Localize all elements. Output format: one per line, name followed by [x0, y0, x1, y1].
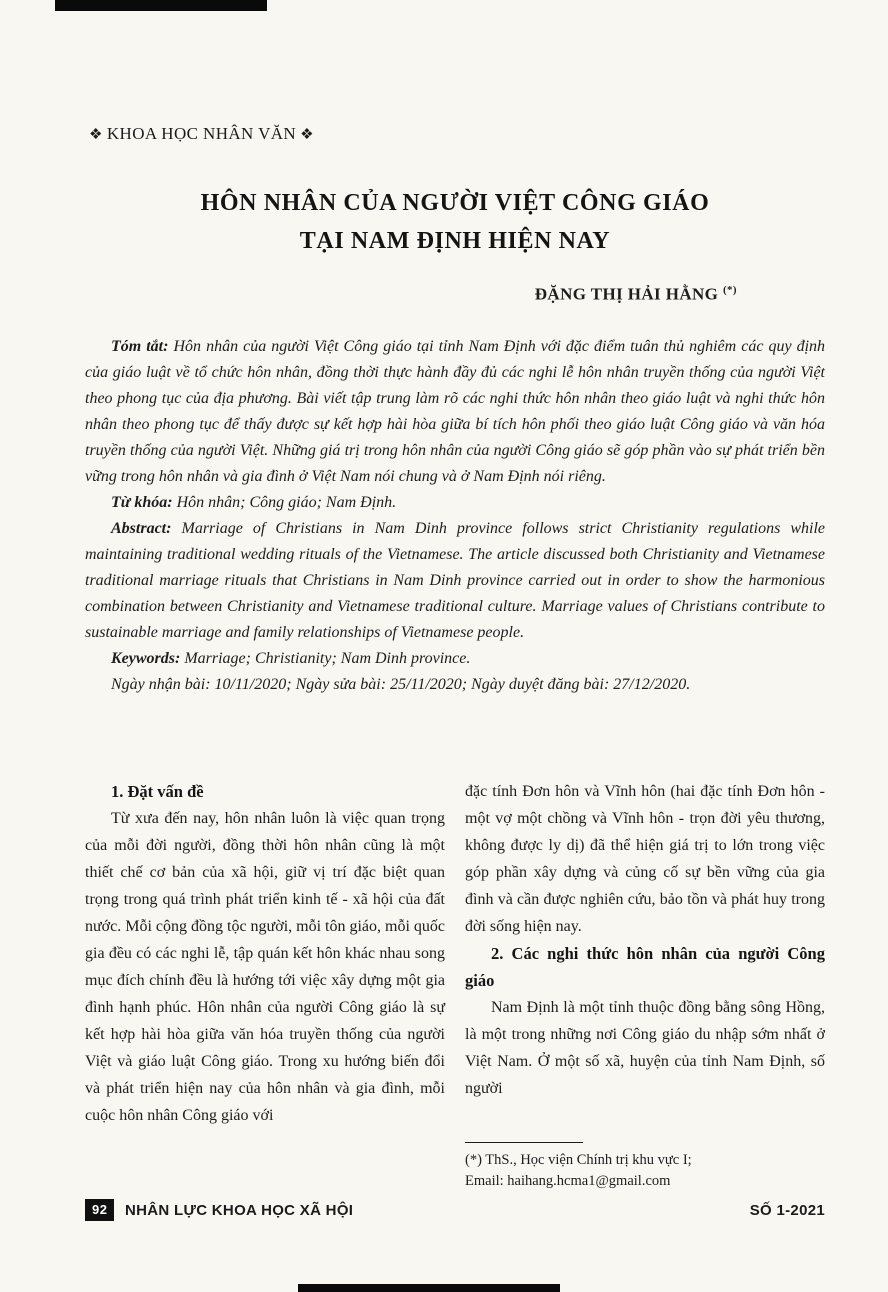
journal-section-header	[85, 124, 318, 144]
abstract-vi-label: Tóm tắt:	[111, 338, 169, 355]
journal-name: NHÂN LỰC KHOA HỌC XÃ HỘI	[125, 1202, 354, 1219]
scan-artifact-bottom	[298, 1284, 560, 1292]
abstract-en	[85, 516, 825, 646]
journal-section-label: KHOA HỌC NHÂN VĂN	[106, 124, 297, 143]
footnote-email: Email: haihang.hcma1@gmail.com	[465, 1173, 671, 1189]
page-footer	[85, 1199, 825, 1225]
article-title-line1: HÔN NHÂN CỦA NGƯỜI VIỆT CÔNG GIÁO	[200, 190, 710, 216]
section-1-heading: 1. Đặt vấn đề	[111, 782, 204, 801]
section-1-paragraph: Từ xưa đến nay, hôn nhân luôn là việc quan trọng của mỗi đời người, đồng thời hôn nhân cũng là một thiết chế cơ bản của xã hội, giữ vị trí đặc biệt quan trọng trong quá trình phát triển kinh tế - xã hội của đất nước. Mỗi cộng đồng tộc người, mỗi tôn giáo, mỗi quốc gia đều có các nghi lễ, tập quán kết hôn khác nhau song mục đích chính đều là hướng tới việc xây dựng một gia đình hạnh phúc. Hôn nhân của người Công giáo là sự kết hợp hài hòa giữa văn hóa truyền thống của người Việt và giáo luật Công giáo. Trong xu hướng biến đổi và phát triển hiện nay của hôn nhân và gia đình, mỗi cuộc hôn nhân Công giáo với	[85, 810, 446, 1124]
footnote-divider	[465, 1142, 583, 1143]
column-right	[465, 778, 825, 1194]
keywords-vi-label: Từ khóa:	[111, 494, 173, 511]
article-title	[85, 184, 825, 260]
section-1-continuation: đặc tính Đơn hôn và Vĩnh hôn (hai đặc tính Đơn hôn - một vợ một chồng và Vĩnh hôn - trọn đời yêu thương, không được ly dị) đã thể hiện giá trị to lớn trong việc góp phần xây dựng và củng cố sự bền vững của gia đình và cần được nghiên cứu, bảo tồn và phát huy trong đời sống hiện nay.	[465, 783, 825, 935]
footnote	[465, 1142, 692, 1192]
keywords-en-label: Keywords:	[111, 650, 181, 667]
author-footnote-mark: (*)	[722, 284, 737, 296]
diamond-ornament-icon: ❖	[89, 127, 103, 143]
abstract-vi	[85, 334, 825, 490]
article-title-line2: TẠI NAM ĐỊNH HIỆN NAY	[299, 228, 611, 254]
footnote-affiliation: (*) ThS., Học viện Chính trị khu vực I;	[465, 1152, 692, 1168]
section-2-heading: 2. Các nghi thức hôn nhân của người Công giáo	[465, 944, 825, 990]
issue-number: SỐ 1-2021	[749, 1202, 825, 1219]
column-left	[85, 778, 445, 1129]
scan-artifact-top	[55, 0, 267, 11]
abstract-block	[85, 334, 825, 698]
author-byline	[85, 284, 825, 305]
abstract-en-label: Abstract:	[111, 520, 172, 537]
abstract-vi-text: Hôn nhân của người Việt Công giáo tại tỉnh Nam Định với đặc điểm tuân thủ nghiêm các quy định của giáo luật về tổ chức hôn nhân, đồng thời thực hành đầy đủ các nghi lễ hôn nhân truyền thống của người Việt theo phong tục của địa phương. Bài viết tập trung làm rõ các nghi thức hôn nhân theo giáo luật và nghi thức hôn nhân theo phong tục để thấy được sự kết hợp hài hòa giữa bí tích hôn phối theo giáo luật Công giáo và văn hóa truyền thống của người Việt. Những giá trị trong hôn nhân của người Công giáo sẽ góp phần vào sự phát triển bền vững trong hôn nhân và gia đình ở Việt Nam nói chung và ở Nam Định nói riêng.	[85, 338, 826, 485]
article-body	[85, 778, 825, 1194]
submission-dates: Ngày nhận bài: 10/11/2020; Ngày sửa bài: 25/11/2020; Ngày duyệt đăng bài: 27/12/2020.	[111, 676, 691, 693]
keywords-vi-text: Hôn nhân; Công giáo; Nam Định.	[176, 494, 397, 511]
keywords-en	[85, 646, 825, 672]
keywords-en-text: Marriage; Christianity; Nam Dinh province.	[184, 650, 471, 667]
author-name: ĐẶNG THỊ HẢI HẰNG	[534, 284, 719, 304]
diamond-ornament-icon: ❖	[300, 127, 314, 143]
keywords-vi	[85, 490, 825, 516]
section-2-paragraph: Nam Định là một tỉnh thuộc đồng bằng sông Hồng, là một trong những nơi Công giáo du nhập sớm nhất ở Việt Nam. Ở một số xã, huyện của tỉnh Nam Định, số người	[465, 999, 825, 1097]
abstract-en-text: Marriage of Christians in Nam Dinh province follows strict Christianity regulations while maintaining traditional wedding rituals of the Vietnamese. The article discussed both Christianity and Vietnamese traditional marriage rituals that Christians in Nam Dinh province carried out in order to show the harmonious combination between Christianity and Vietnamese traditional culture. Marriage values of Christians contribute to sustainable marriage and family relationships of Vietnamese people.	[85, 520, 825, 641]
page-number-badge: 92	[85, 1199, 114, 1221]
